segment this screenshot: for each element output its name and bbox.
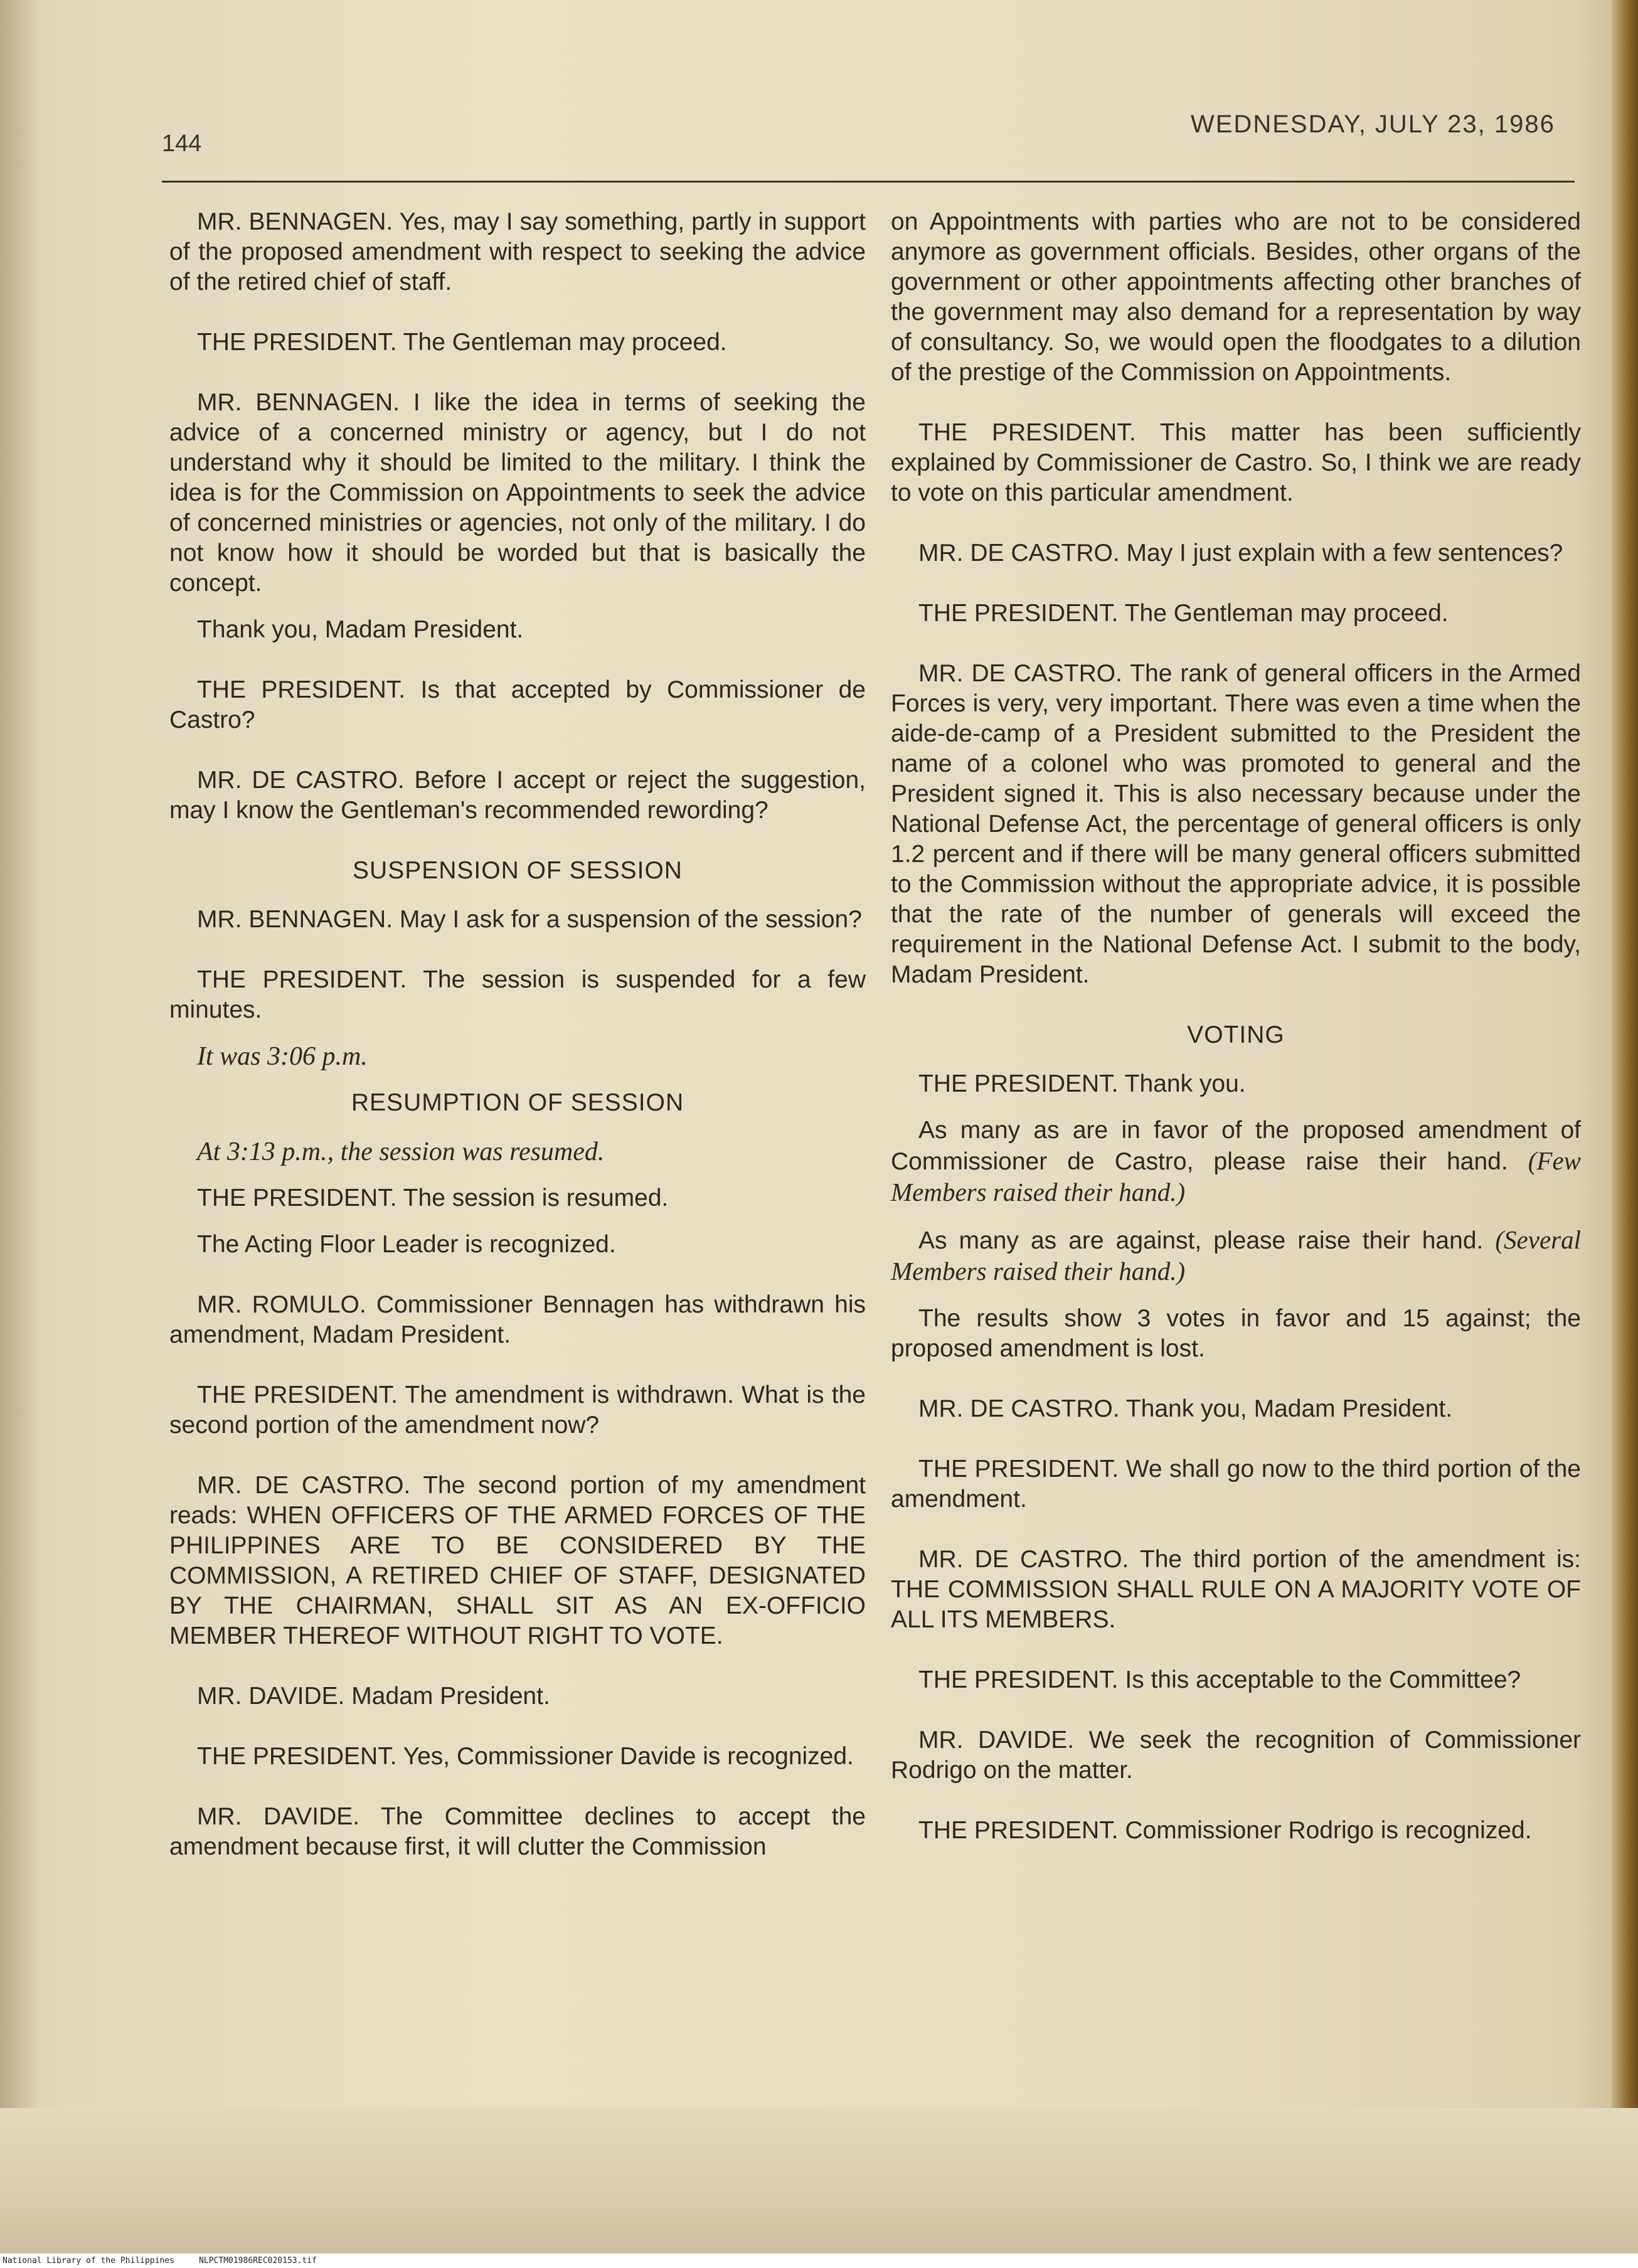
vote-call-text: As many as are against, please raise their hand. — [918, 1227, 1496, 1254]
transcript-paragraph: The Acting Floor Leader is recognized. — [197, 1231, 616, 1258]
transcript-paragraph: MR. DE CASTRO. The third portion of the amendment is: THE COMMISSION SHALL RULE ON A MAJORITY VOTE OF ALL ITS MEMBERS. — [891, 1546, 1581, 1633]
transcript-paragraph: THE PRESIDENT. Is that accepted by Commissioner de Castro? — [169, 676, 866, 733]
transcript-paragraph: MR. DE CASTRO. The rank of general officers in the Armed Forces is very, very important. There was even a time when the aide-de-camp of a President submitted to the President the name of a colonel who was promoted to general and the President signed it. This is also necessary because under the National Defense Act, the percentage of general officers is only 1.2 percent and if there will be many general officers submitted to the Commission without the appropriate advice, it is possible that the rate of the number of generals will exceed the requirement in the National Defense Act. I submit to the body, Madam President. — [891, 660, 1581, 988]
transcript-paragraph: MR. DAVIDE. The Committee declines to accept the amendment because first, it will clutter the Commission — [169, 1803, 866, 1860]
transcript-paragraph: MR. DAVIDE. We seek the recognition of Commissioner Rodrigo on the matter. — [891, 1727, 1581, 1784]
running-head-date: WEDNESDAY, JULY 23, 1986 — [1191, 110, 1555, 138]
vote-call-paragraph — [891, 1225, 1581, 1287]
transcript-paragraph: MR. BENNAGEN. Yes, may I say something, partly in support of the proposed amendment with respect to seeking the advice of the retired chief of staff. — [169, 208, 866, 295]
page-number: 144 — [162, 130, 202, 157]
transcript-paragraph: MR. DAVIDE. Madam President. — [197, 1683, 550, 1710]
transcript-paragraph: MR. ROMULO. Commissioner Bennagen has withdrawn his amendment, Madam President. — [169, 1291, 866, 1348]
left-column — [169, 207, 866, 1892]
transcript-paragraph: THE PRESIDENT. The Gentleman may proceed. — [197, 329, 727, 356]
transcript-paragraph: THE PRESIDENT. Commissioner Rodrigo is recognized. — [918, 1817, 1532, 1844]
transcript-paragraph: on Appointments with parties who are not to be considered anymore as government officials. Besides, other organs of the government or other appointments affecting other branches of the government may also demand for a representation by way of consultancy. So, we would open the floodgates to a dilution of the prestige of the Commission on Appointments. — [891, 208, 1581, 386]
transcript-paragraph: THE PRESIDENT. The Gentleman may proceed. — [918, 600, 1449, 627]
bottom-margin — [0, 2108, 1638, 2268]
transcript-paragraph: MR. DE CASTRO. Thank you, Madam President. — [918, 1395, 1453, 1422]
vote-result-note: (Few Members raised their hand.) — [891, 1146, 1581, 1206]
transcript-paragraph: MR. DE CASTRO. May I just explain with a few sentences? — [918, 540, 1563, 567]
transcript-paragraph: THE PRESIDENT. This matter has been sufficiently explained by Commissioner de Castro. So, I think we are ready to vote on this particular amendment. — [891, 419, 1581, 506]
section-heading: RESUMPTION OF SESSION — [351, 1089, 684, 1116]
transcript-paragraph: Thank you, Madam President. — [197, 616, 524, 643]
transcript-paragraph: THE PRESIDENT. The session is suspended for a few minutes. — [169, 966, 866, 1023]
header-rule — [162, 181, 1575, 183]
session-time-note: At 3:13 p.m., the session was resumed. — [197, 1137, 605, 1166]
transcript-paragraph: The results show 3 votes in favor and 15 against; the proposed amendment is lost. — [891, 1305, 1581, 1362]
vote-result-note: (Several Members raised their hand.) — [891, 1225, 1581, 1286]
transcript-paragraph: THE PRESIDENT. Thank you. — [918, 1070, 1246, 1097]
right-column — [891, 207, 1581, 1876]
scan-footer-label: National Library of the Philippines NLPCTM01986REC020153.tif — [0, 2254, 1638, 2268]
transcript-paragraph: MR. BENNAGEN. I like the idea in terms of seeking the advice of a concerned ministry or agency, but I do not understand why it should be limited to the military. I think the idea is for the Commission on Appointments to seek the advice of concerned ministries or agencies, not only of the military. I do not know how it should be worded but that is basically the concept. — [169, 389, 866, 597]
section-heading: SUSPENSION OF SESSION — [353, 857, 683, 884]
transcript-paragraph: THE PRESIDENT. Is this acceptable to the Committee? — [918, 1666, 1521, 1693]
transcript-paragraph: THE PRESIDENT. The session is resumed. — [197, 1185, 669, 1211]
transcript-paragraph: THE PRESIDENT. The amendment is withdrawn. What is the second portion of the amendment now? — [169, 1382, 866, 1439]
vote-call-text: As many as are in favor of the proposed amendment of Commissioner de Castro, please raise their hand. — [891, 1117, 1581, 1175]
session-time-note: It was 3:06 p.m. — [197, 1042, 368, 1071]
transcript-paragraph: MR. DE CASTRO. The second portion of my amendment reads: WHEN OFFICERS OF THE ARMED FORCES OF THE PHILIPPINES ARE TO BE CONSIDERED BY THE COMMISSION, A RETIRED CHIEF OF STAFF, DESIGNATED BY THE CHAIRMAN, SHALL SIT AS AN EX-OFFICIO MEMBER THEREOF WITHOUT RIGHT TO VOTE. — [169, 1472, 866, 1649]
section-heading: VOTING — [1187, 1021, 1285, 1048]
transcript-paragraph: MR. BENNAGEN. May I ask for a suspension of the session? — [197, 906, 862, 933]
transcript-paragraph: THE PRESIDENT. Yes, Commissioner Davide is recognized. — [197, 1743, 854, 1770]
transcript-paragraph: MR. DE CASTRO. Before I accept or reject the suggestion, may I know the Gentleman's recommended rewording? — [169, 767, 866, 824]
transcript-paragraph: THE PRESIDENT. We shall go now to the third portion of the amendment. — [891, 1456, 1581, 1513]
vote-call-paragraph — [891, 1115, 1581, 1208]
